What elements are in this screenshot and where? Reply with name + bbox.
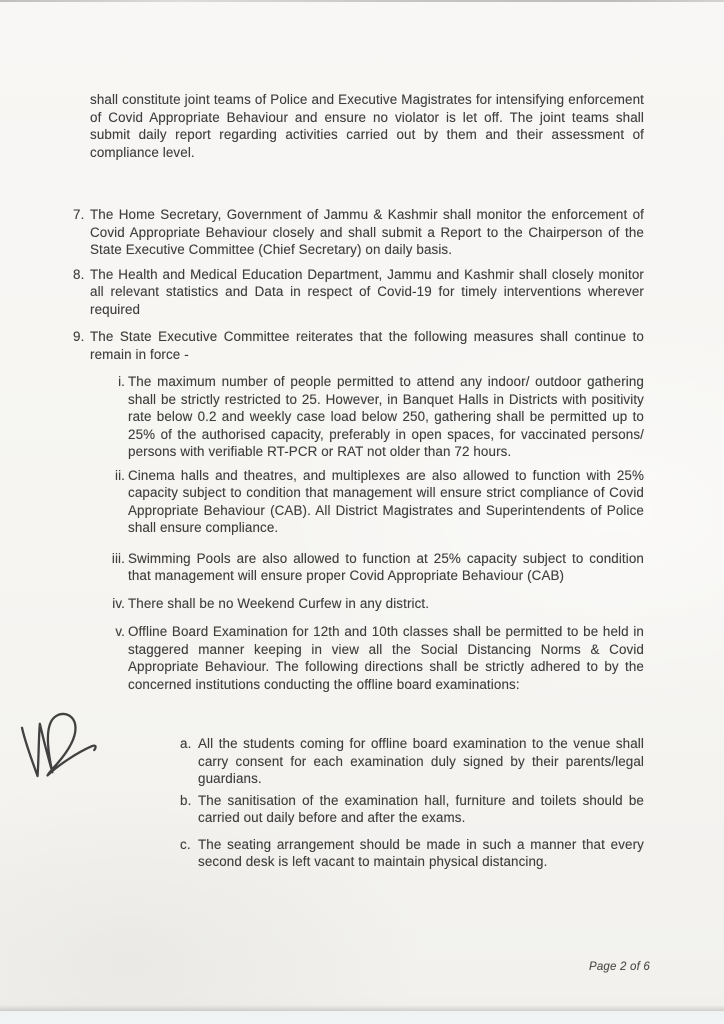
item-text: The State Executive Committee reiterates that the following measures shall continue to remain in force - bbox=[90, 329, 644, 362]
list-item-v bbox=[115, 623, 644, 693]
item-number: iv. bbox=[112, 595, 125, 611]
list-item-b bbox=[180, 792, 644, 827]
handwritten-initials-mark bbox=[3, 691, 108, 800]
list-item-9 bbox=[73, 328, 644, 363]
item-number: v. bbox=[115, 624, 125, 639]
item-number: 7. bbox=[73, 207, 85, 222]
list-item-iv bbox=[112, 595, 644, 613]
paragraph-continuation: shall constitute joint teams of Police and Executive Magistrates for intensifying enforcement of Covid Appropriate Behaviour and ensure no violator is let off. The joint teams shall submit daily report regarding activities carried out by them and their assessment of compliance level. bbox=[90, 92, 644, 160]
item-text: All the students coming for offline board examination to the venue shall carry consent for each examination duly signed by their parents/legal guardians. bbox=[198, 736, 644, 786]
list-item-7 bbox=[73, 206, 644, 259]
item-number: ii. bbox=[114, 467, 125, 483]
list-item-c bbox=[180, 836, 644, 871]
item-number: a. bbox=[180, 736, 192, 751]
item-text: The maximum number of people permitted to attend any indoor/ outdoor gathering shall be strictly restricted to 25. However, in Banquet Halls in Districts with positivity rate below 0.2 and weekly case load below 250, gathering shall be permitted up to 25% of the authorised capacity, preferably in open spaces, for vaccinated persons/ persons with verifiable RT-PCR or RAT not older than 72 hours. bbox=[128, 374, 644, 459]
item-number: b. bbox=[180, 792, 192, 808]
item-text: The Health and Medical Education Department, Jammu and Kashmir shall closely monitor all relevant statistics and Data in respect of Covid-19 for timely interventions wherever required bbox=[90, 266, 644, 317]
list-item-a bbox=[180, 735, 644, 788]
item-number: 8. bbox=[73, 266, 85, 282]
item-number: c. bbox=[180, 836, 191, 852]
item-text: There shall be no Weekend Curfew in any district. bbox=[128, 595, 430, 611]
item-text: Cinema halls and theatres, and multiplexes are also allowed to function with 25% capacity subject to condition that management will ensure strict compliance of Covid Appropriate Behaviour (CAB). All District Magistrates and Superintendents of Police shall ensure compliance. bbox=[128, 467, 644, 535]
page-number: Page 2 of 6 bbox=[588, 961, 650, 973]
item-text: The seating arrangement should be made in such a manner that every second desk is left vacant to maintain physical distancing. bbox=[198, 836, 644, 869]
item-number: 9. bbox=[73, 329, 85, 344]
item-text: The sanitisation of the examination hall, furniture and toilets should be carried out daily before and after the exams. bbox=[198, 792, 644, 825]
item-text: Offline Board Examination for 12th and 10th classes shall be permitted to be held in staggered manner keeping in view all the Social Distancing Norms & Covid Appropriate Behaviour. The following directions shall be strictly adhered to by the concerned institutions conducting the offline board examinations: bbox=[128, 624, 644, 692]
list-item-i bbox=[118, 373, 644, 461]
item-text: The Home Secretary, Government of Jammu & Kashmir shall monitor the enforcement of Covid Appropriate Behaviour closely and shall submit a Report to the Chairperson of the State Executive Committee (Chief Secretary) on daily basis. bbox=[90, 207, 644, 257]
item-text: Swimming Pools are also allowed to function at 25% capacity subject to condition that management will ensure proper Covid Appropriate Behaviour (CAB) bbox=[128, 550, 644, 583]
list-item-8 bbox=[73, 266, 644, 319]
scan-bottom-band bbox=[0, 1011, 724, 1024]
scan-top-edge-artifact bbox=[0, 0, 724, 2]
list-item-iii bbox=[111, 550, 644, 585]
list-item-ii bbox=[114, 467, 644, 537]
document-body bbox=[73, 91, 644, 871]
item-number: iii. bbox=[111, 550, 125, 566]
item-number: i. bbox=[118, 374, 125, 389]
